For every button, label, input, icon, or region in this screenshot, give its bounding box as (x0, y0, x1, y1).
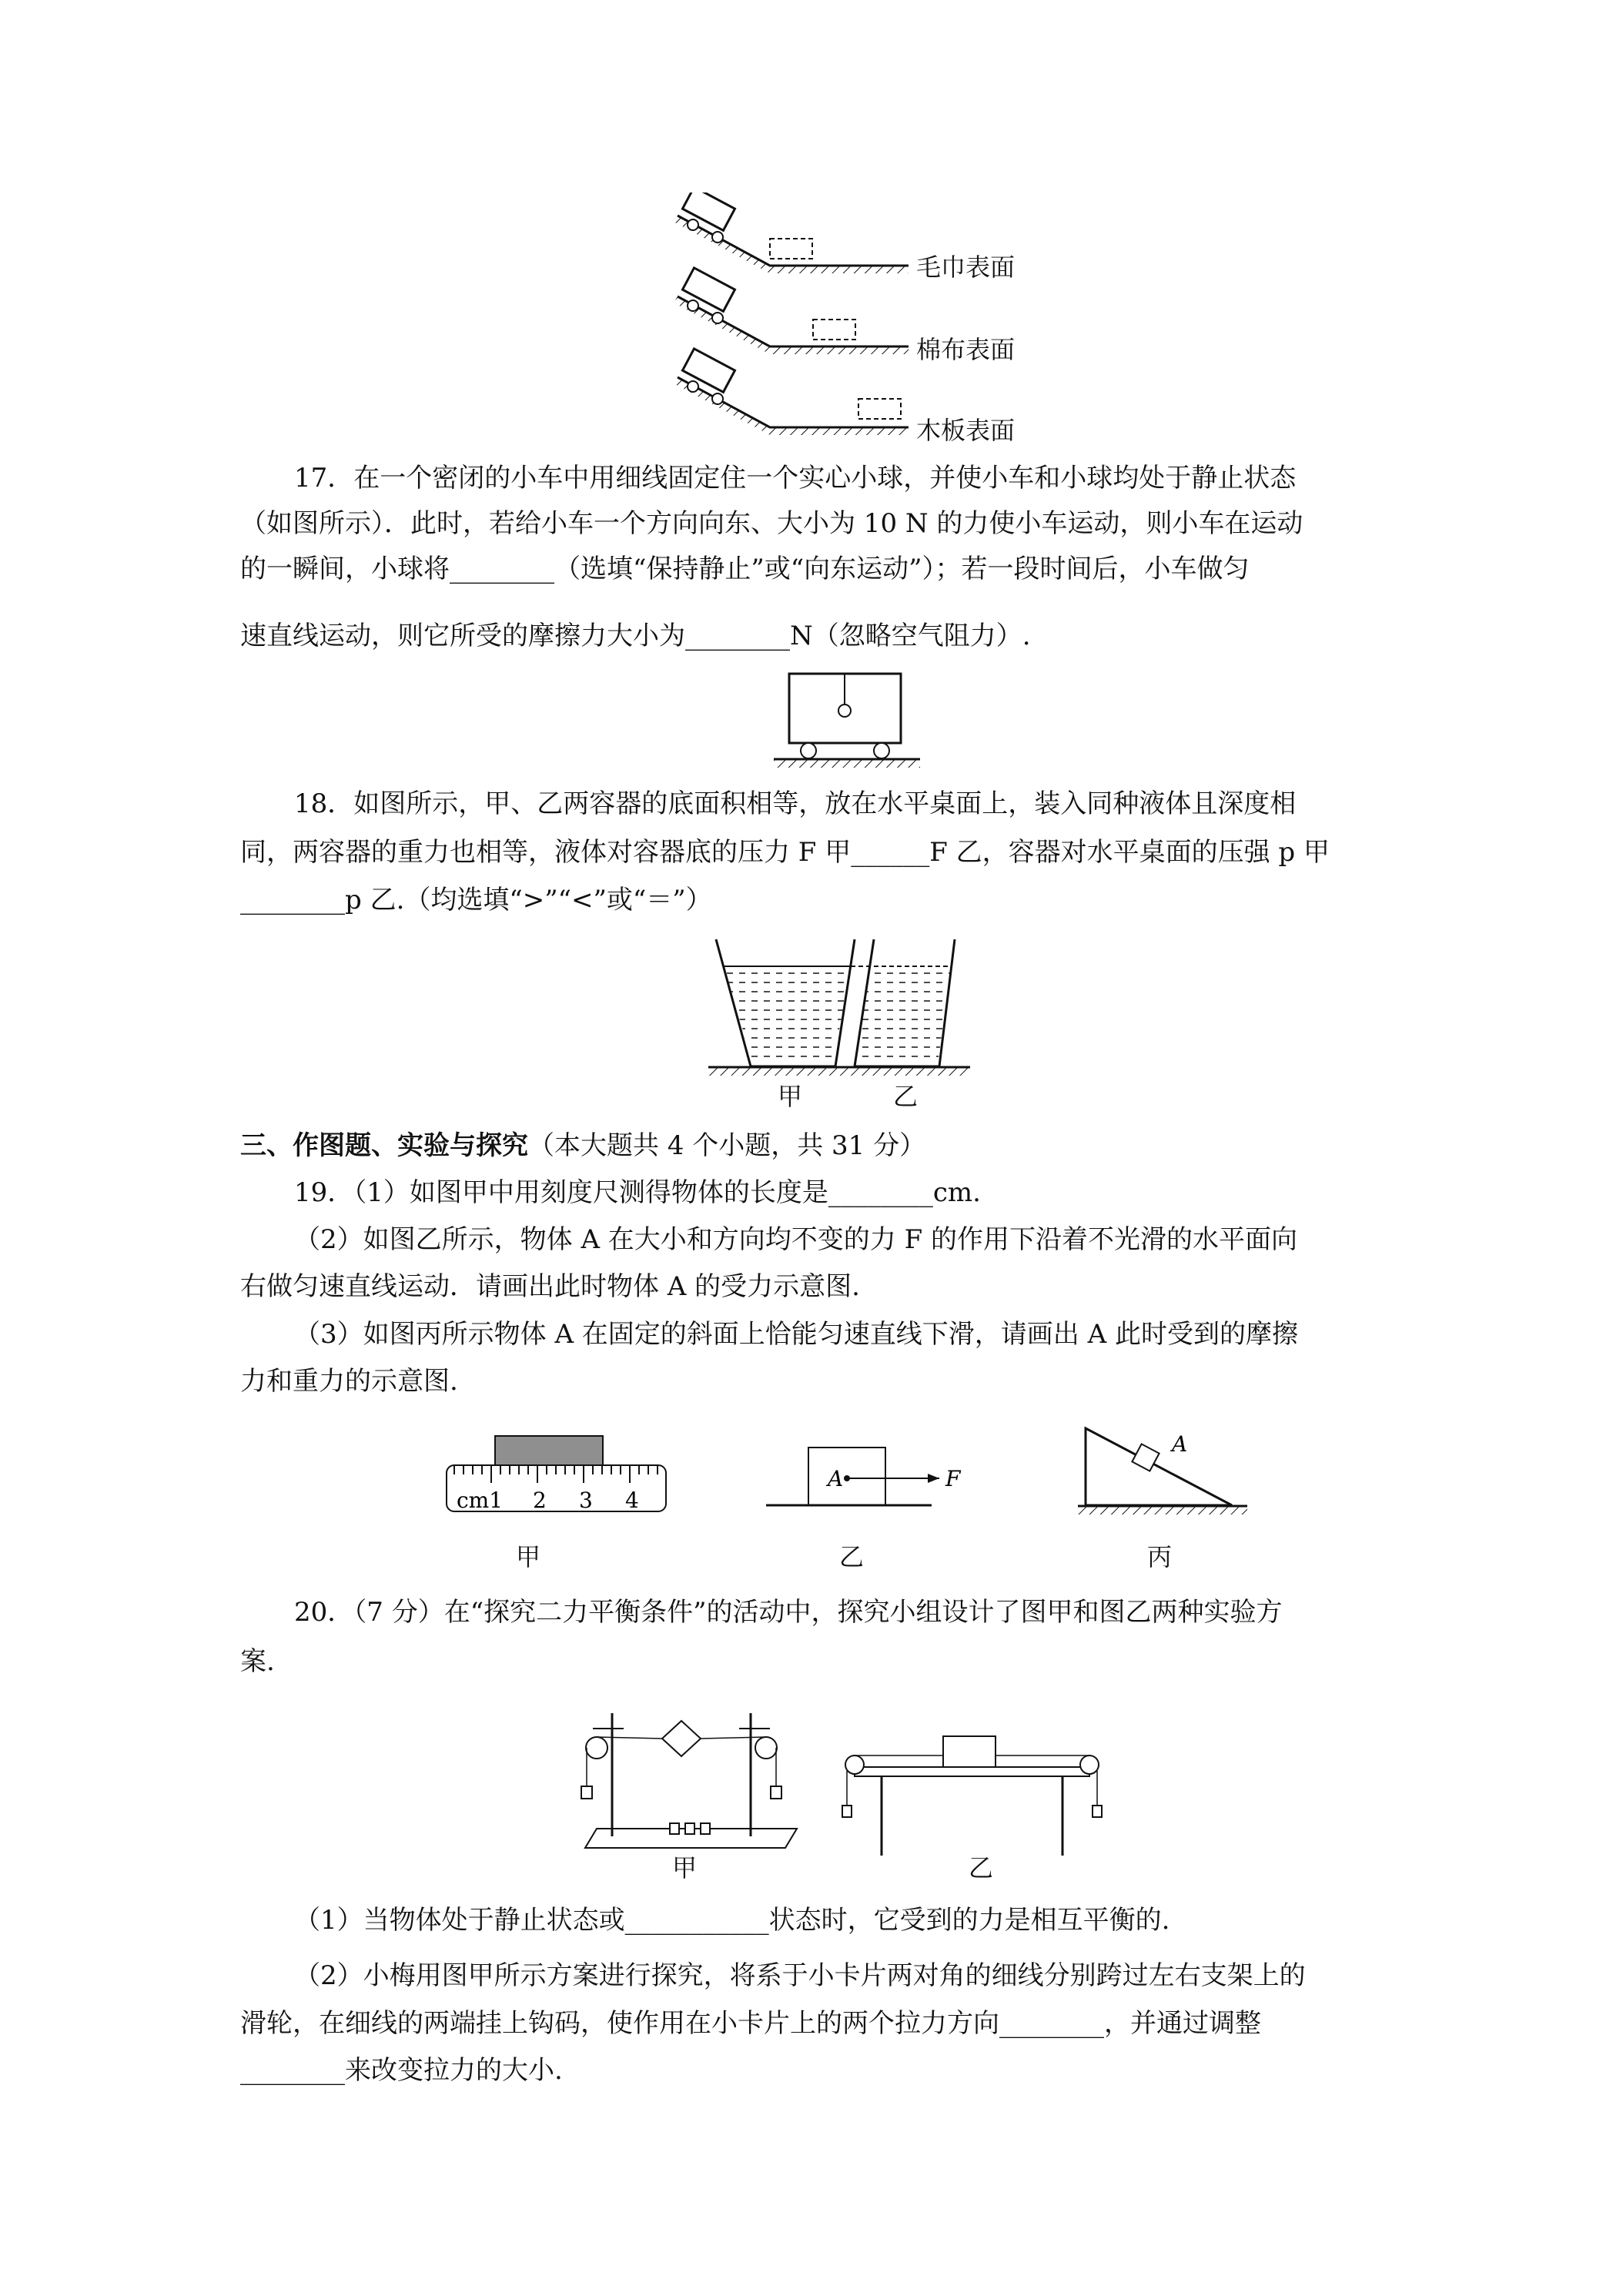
q17-line-1: 17．在一个密闭的小车中用细线固定住一个实心小球，并使小车和小球均处于静止状态 (294, 463, 1297, 494)
block-label-a: A (828, 1466, 844, 1491)
q18-line-2: 同，两容器的重力也相等，液体对容器底的压力 F 甲______F 乙，容器对水平桌面的压强 p 甲 (240, 837, 1330, 868)
incline-row-wood (674, 349, 909, 435)
ruler-label-4: 4 (625, 1488, 639, 1513)
q20-line-3: （1）当物体处于静止状态或___________状态时，它受到的力是相互平衡的. (294, 1905, 1170, 1936)
table-pulley-apparatus-figure (839, 1732, 1109, 1863)
q19-line-1: 19．（1）如图甲中用刻度尺测得物体的长度是________cm. (294, 1177, 981, 1208)
surface-label-wood: 木板表面 (916, 416, 1016, 445)
container-label-yi: 乙 (893, 1082, 919, 1111)
incline-surfaces-figure (662, 192, 1093, 447)
fig19-caption-yi: 乙 (839, 1542, 865, 1571)
q17-line-4: 速直线运动，则它所受的摩擦力大小为________N（忽略空气阻力）. (240, 621, 1031, 651)
q19-line-2: （2）如图乙所示，物体 A 在大小和方向均不变的力 F 的作用下沿着不光滑的水平面向 (294, 1224, 1298, 1255)
q19-line-5: 力和重力的示意图. (240, 1366, 458, 1397)
q17-line-2: （如图所示）．此时，若给小车一个方向向东、大小为 10 N 的力使小车运动，则小车在运动 (240, 508, 1303, 539)
card-pulley-apparatus-figure (570, 1694, 801, 1863)
q17-line-3: 的一瞬间，小球将________（选填“保持静止”或“向东运动”）；若一段时间后，小车做匀 (240, 554, 1250, 584)
incline-row-cotton (674, 268, 909, 354)
fig19-caption-jia: 甲 (516, 1542, 541, 1571)
block-force-figure (762, 1444, 993, 1521)
ruler-figure (443, 1432, 674, 1532)
incline-row-towel (674, 192, 909, 273)
q19-line-3: 右做匀速直线运动．请画出此时物体 A 的受力示意图. (240, 1271, 860, 1302)
ruler-label-3: 3 (579, 1488, 593, 1513)
section-3-note: （本大题共 4 个小题，共 31 分） (528, 1130, 926, 1161)
q18-line-1: 18．如图所示，甲、乙两容器的底面积相等，放在水平桌面上，装入同种液体且深度相 (294, 788, 1297, 819)
container-label-jia: 甲 (778, 1082, 803, 1111)
q20-line-1: 20．（7 分）在“探究二力平衡条件”的活动中，探究小组设计了图甲和图乙两种实验方 (294, 1597, 1283, 1628)
q20-line-2: 案. (240, 1646, 275, 1677)
cart-with-ball-figure (770, 666, 924, 774)
two-containers-figure (701, 932, 978, 1086)
surface-label-cotton: 棉布表面 (916, 335, 1016, 364)
q20-line-5: 滑轮，在细线的两端挂上钩码，使作用在小卡片上的两个拉力方向________，并通过调整 (240, 2008, 1261, 2039)
force-label-f: F (945, 1466, 961, 1491)
q20-line-6: ________来改变拉力的大小. (240, 2055, 563, 2086)
q19-line-4: （3）如图丙所示物体 A 在固定的斜面上恰能匀速直线下滑，请画出 A 此时受到的摩擦 (294, 1319, 1298, 1350)
ruler-label-cm1: cm1 (457, 1488, 504, 1513)
fig20-caption-jia: 甲 (672, 1853, 698, 1883)
section-3-heading: 三、作图题、实验与探究 (240, 1130, 528, 1161)
fig19-caption-bing: 丙 (1147, 1542, 1173, 1571)
q18-line-3: ________p 乙.（均选填“>”“<”或“＝”） (240, 885, 712, 915)
incline-label-a: A (1172, 1431, 1188, 1457)
incline-block-figure (1070, 1424, 1270, 1525)
ruler-label-2: 2 (533, 1488, 547, 1513)
q20-line-4: （2）小梅用图甲所示方案进行探究，将系于小卡片两对角的细线分别跨过左右支架上的 (294, 1960, 1306, 1991)
fig20-caption-yi: 乙 (969, 1853, 994, 1883)
surface-label-towel: 毛巾表面 (916, 253, 1016, 282)
section-3-title (240, 1127, 1395, 1164)
